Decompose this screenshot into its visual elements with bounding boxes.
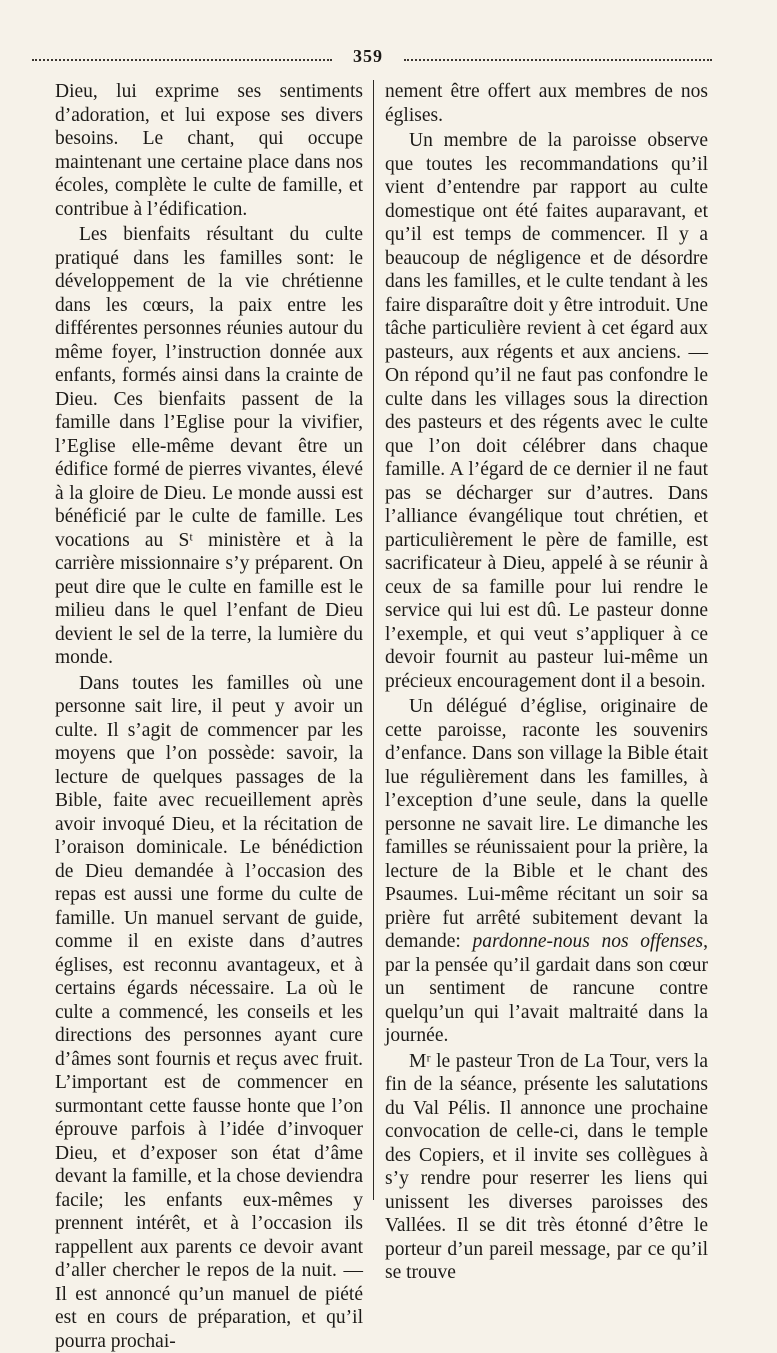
right-paragraph-1: nement être offert aux membres de nos églises. bbox=[385, 80, 708, 127]
left-column bbox=[55, 80, 363, 1205]
right-paragraph-4: Mʳ le pasteur Tron de La Tour, vers la fin de la séance, présente les salutations du Val Pélis. Il annonce une prochaine convocation de celle-ci, dans le temple des Copiers, et il invite ses collègues à s’y rendre pour reserrer les liens qui unissent les diverses paroisses des Vallées. Il se dit très étonné d’être le porteur d’un pareil message, par ce qu’il se trouve bbox=[385, 1050, 708, 1285]
right-paragraph-3-text-b: , par la pensée qu’il gardait dans son cœur un sentiment de rancune contre quelqu’un qui l’avait maltraité dans la journée. bbox=[385, 931, 708, 1046]
left-paragraph-3: Dans toutes les familles où une personne sait lire, il peut y avoir un culte. Il s’agit de commencer par les moyens que l’on possède: savoir, la lecture de quelques passages de la Bible, faite avec recueillement après avoir invoqué Dieu, et la récitation de l’oraison dominicale. Le bénédiction de Dieu demandée à l’occasion des repas est aussi une forme du culte de famille. Un manuel servant de guide, comme il en existe dans d’autres églises, est reconnu avantageux, et à certains égards nécessaire. La où le culte a commencé, les conseils et les directions des personnes ayant cure d’âmes sont fournis et reçus avec fruit. L’important est de commencer en surmontant cette fausse honte que l’on éprouve parfois à l’idée d’invoquer Dieu, et d’exposer son état d’âme devant la famille, et la chose deviendra facile; les enfants eux-mêmes y prennent intérêt, et à l’occasion ils rappellent aux parents ce devoir avant d’aller chercher le repos de la nuit. — Il est annoncé qu’un manuel de piété est en cours de préparation, et qu’il pourra prochai- bbox=[55, 672, 363, 1353]
right-paragraph-3 bbox=[385, 695, 708, 1048]
right-paragraph-3-text-a: Un délégué d’église, originaire de cette paroisse, raconte les souvenirs d’enfance. Dans son village la Bible était lue régulièrement dans les familles, à l’exception d’une seule, dans la quelle personne ne savait lire. Le dimanche les familles se réunissaient pour la prière, la lecture de la Bible et le chant des Psaumes. Lui-même récitant un soir sa prière fut arrêté subitement devant la demande: bbox=[385, 696, 708, 952]
page-number: 359 bbox=[332, 46, 404, 67]
left-paragraph-1: Dieu, lui exprime ses sentiments d’adoration, et lui expose ses divers besoins. Le chant, qui occupe maintenant une certaine place dans nos écoles, complète le culte de famille, et contribue à l’édification. bbox=[55, 80, 363, 221]
right-paragraph-3-italic: pardonne-nous nos offenses bbox=[472, 931, 703, 952]
page-header bbox=[32, 46, 712, 68]
header-rule-left bbox=[32, 59, 332, 61]
header-rule-right bbox=[404, 59, 712, 61]
left-paragraph-2: Les bienfaits résultant du culte pratiqué dans les familles sont: le développement de la vie chrétienne dans les cœurs, la paix entre les différentes personnes réunies autour du même foyer, l’instruction donnée aux enfants, formés ainsi dans la crainte de Dieu. Ces bienfaits passent de la famille dans l’Eglise pour la vivifier, l’Eglise elle-même devant être un édifice formé de pierres vivantes, élevé à la gloire de Dieu. Le monde aussi est bénéficié par le culte de famille. Les vocations au Sᵗ ministère et à la carrière missionnaire s’y préparent. On peut dire que le culte en famille est le milieu dans le quel l’enfant de Dieu devient le sel de la terre, la lumière du monde. bbox=[55, 223, 363, 670]
right-paragraph-2: Un membre de la paroisse observe que toutes les recommandations qu’il vient d’entendre par rapport au culte domestique ont été faites auparavant, et qu’il est temps de commencer. Il y a beaucoup de négligence et de désordre dans les familles, et le culte tendant à les faire disparaître doit y être introduit. Une tâche particulière revient à cet égard aux pasteurs, aux régents et aux anciens. — On répond qu’il ne faut pas confondre le culte dans les villages sous la direction des pasteurs et des régents avec le culte que l’on doit célébrer dans chaque famille. A l’égard de ce dernier il ne faut pas se décharger sur d’autres. Dans l’alliance évangélique tout chrétien, et particulièrement le père de famille, est sacrificateur à Dieu, appelé à se réunir à ceux de sa famille pour lui rendre le service qui lui est dû. Le pasteur donne l’exemple, et qui veut s’appliquer à ce devoir fournit au pasteur lui-même un précieux encouragement dont il a besoin. bbox=[385, 129, 708, 693]
right-column bbox=[385, 80, 708, 1205]
column-divider bbox=[373, 80, 374, 1200]
